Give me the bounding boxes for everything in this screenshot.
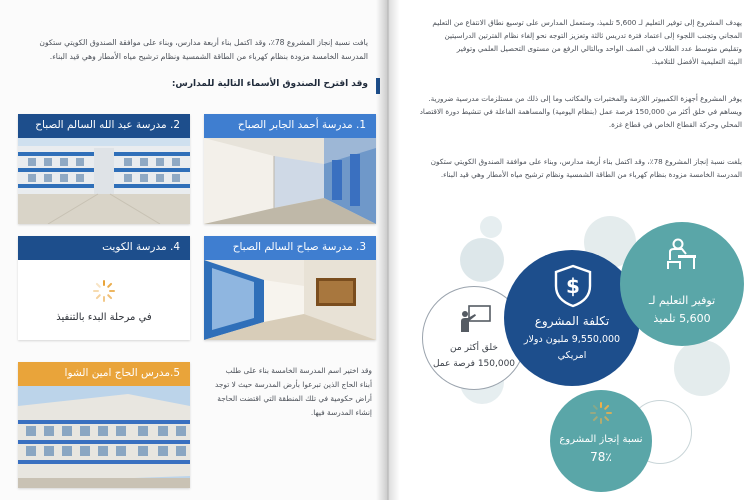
education-stat-circle	[620, 222, 744, 346]
school-card-title: 4. مدرسة الكويت	[18, 236, 190, 260]
decor-circle	[480, 216, 502, 238]
equipment-line: يوفر المشروع أجهزة الكمبيوتر اللازمة والمختبرات والمكاتب وما إلى ذلك من مستلزمات مدرسية ضرورية.	[428, 94, 742, 103]
goals-line: وتقليص متوسط عدد الطلاب في الصف الواحد وبالتالي الرفع من مستوى التحصيل العلمي وتوفير	[456, 44, 742, 53]
school-card-4	[18, 236, 190, 340]
school-photo-courtyard	[18, 138, 190, 224]
decor-circle	[674, 340, 730, 396]
schools-heading	[10, 76, 380, 96]
progress-line: بلغت نسبة إنجاز المشروع 78٪، وقد اكتمل بناء أربعة مدارس، وبناء على موافقة الصندوق الكويتي ستكون	[430, 157, 742, 166]
goals-line: المجاني وتجنب اللجوء إلى اعتماد فترة تدريس ثالثة وتعزيز التوجه نحو إلغاء نظام الفترتين الدراسيتين	[444, 31, 742, 40]
shield-dollar-icon	[552, 264, 594, 308]
jobs-title: خلق أكثر من	[450, 343, 498, 353]
desc-line: إنشاء المدرسة فيها.	[310, 408, 372, 417]
progress-stat-circle	[550, 390, 652, 492]
progress-paragraph	[398, 155, 742, 181]
school-card-title: 2. مدرسة عبد الله السالم الصباح	[18, 114, 190, 138]
school-card-title: 3. مدرسة صباح السالم الصباح	[204, 236, 376, 260]
goals-line: البيئة التعليمية الأفضل للتلاميذ.	[651, 57, 742, 66]
school-5-description	[202, 364, 372, 420]
goals-line: يهدف المشروع إلى توفير التعليم لـ 5,600 تلميذ، وستعمل المدارس على توسيع نطاق الانتفاع من التعليم	[432, 18, 742, 27]
progress-title: نسبة إنجاز المشروع	[559, 434, 643, 445]
education-title: توفير التعليم لـ	[648, 294, 716, 307]
spinner-icon	[590, 402, 612, 424]
right-page	[388, 0, 750, 500]
school-photo-corridor	[204, 138, 376, 224]
school-card-title: 5.مدرس الحاج امين الشوا	[18, 362, 190, 386]
school-photo-hallway	[204, 260, 376, 340]
desc-line: أبناء الحاج الذين تبرعوا بأرض المدرسة حيث لا توجد	[214, 380, 372, 389]
desc-line: أراض حكومية في تلك المنطقة التي اقتضت الحاجة	[217, 394, 372, 403]
school-photo-building	[18, 386, 190, 488]
goals-paragraph	[398, 16, 742, 68]
svg-text:$: $	[566, 274, 580, 298]
school-card-1	[204, 114, 376, 224]
intro-line: يافت نسبة إنجاز المشروع 78٪، وقد اكتمل بناء أربعة مدارس، وبناء على موافقة الصندوق الكويتي ستكون	[39, 38, 368, 47]
intro-paragraph	[20, 36, 368, 64]
cost-unit: امريكي	[557, 350, 587, 361]
cost-title: تكلفة المشروع	[534, 314, 610, 328]
student-desk-icon	[664, 238, 698, 270]
education-value: 5,600 تلميذ	[653, 312, 711, 325]
equipment-paragraph	[398, 92, 742, 131]
school-card-2	[18, 114, 190, 224]
equipment-line: ويساهم في خلق أكثر من 150,000 فرصة عمل (بنظام اليومية) والمساهمة الفاعلة في تنشيط دورة الاقتصاد	[419, 107, 742, 116]
school-card-3	[204, 236, 376, 340]
jobs-value: 150,000 فرصة عمل	[432, 359, 516, 369]
cost-value: 9,550,000 مليون دولار	[523, 334, 621, 345]
decor-circle	[460, 238, 504, 282]
school-card-5	[18, 362, 190, 488]
teacher-board-icon	[459, 305, 491, 333]
equipment-line: المحلي وحركة القطاع الخاص في قطاع غزة.	[608, 120, 742, 129]
intro-line: المدرسة الخامسة مزودة بنظام كهرباء من الطاقة الشمسية ونظام ترشيح مياه الأمطار وهي قيد البناء.	[49, 52, 368, 61]
schools-heading-text: وقد اقترح الصندوق الأسماء التالية للمدارس:	[171, 79, 368, 89]
school-4-status: في مرحلة البدء بالتنفيذ	[56, 312, 152, 323]
school-card-title: 1. مدرسة أحمد الجابر الصباح	[204, 114, 376, 138]
progress-line: المدرسة الخامسة مزودة بنظام كهرباء من الطاقة الشمسية ونظام ترشيح مياه الأمطار وهي قيد البناء.	[440, 170, 742, 179]
loading-icon	[93, 280, 115, 302]
progress-value: 78٪	[590, 450, 612, 464]
desc-line: وقد اختير اسم المدرسة الخامسة بناء على طلب	[225, 366, 372, 375]
book-gutter	[376, 0, 400, 500]
